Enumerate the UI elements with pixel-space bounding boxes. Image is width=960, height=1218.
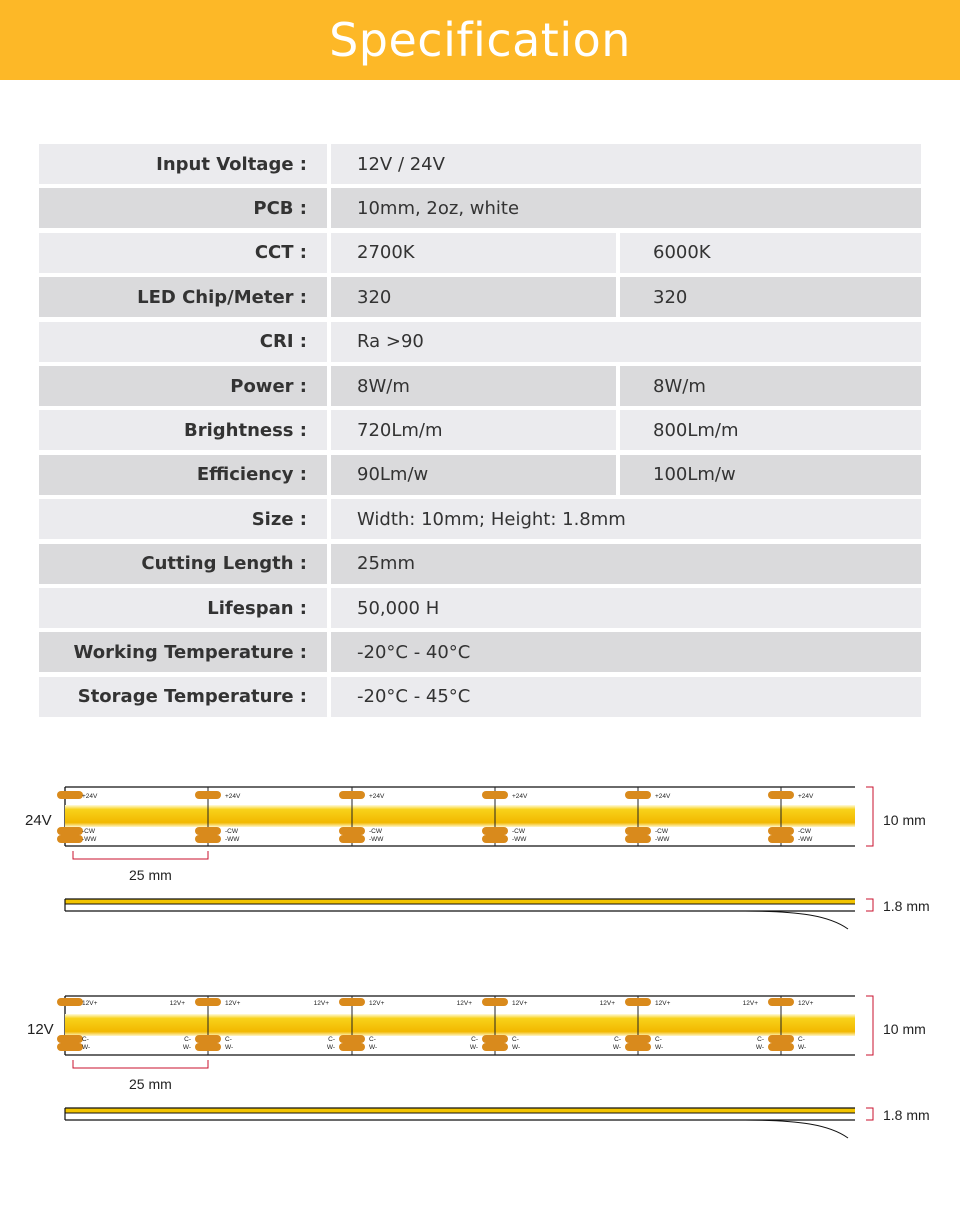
solder-pad [625, 1043, 651, 1051]
pad-label: C- [369, 1036, 376, 1043]
thickness-dimension-bracket [866, 899, 873, 911]
diagram-24v [25, 787, 930, 929]
pad-label: -CW [655, 828, 668, 835]
spec-value: 8W/m [331, 366, 616, 406]
solder-pad [482, 791, 508, 799]
spec-label: Cutting Length : [39, 544, 327, 584]
spec-value-2: 8W/m [620, 366, 921, 406]
solder-pad [768, 1035, 794, 1043]
pad-label-top: 12V+ [169, 1000, 185, 1007]
spec-value-2: 320 [620, 277, 921, 317]
pad-label: W- [612, 1044, 621, 1051]
pad-label: C- [184, 1036, 191, 1043]
solder-pad [482, 827, 508, 835]
thickness-label: 1.8 mm [883, 1107, 930, 1123]
spec-label: LED Chip/Meter : [39, 277, 327, 317]
profile-cob [65, 899, 855, 904]
solder-pad [339, 835, 365, 843]
spec-value: 720Lm/m [331, 410, 616, 450]
cut-length-bracket [73, 1060, 208, 1068]
pad-label: C- [512, 1036, 519, 1043]
pad-label-top: +24V [512, 793, 528, 800]
solder-pad [57, 1043, 83, 1051]
pad-label: W- [655, 1044, 664, 1051]
cut-length-label: 25 mm [129, 867, 172, 883]
spec-label: PCB : [39, 188, 327, 228]
voltage-label: 24V [25, 812, 52, 829]
spec-label: Storage Temperature : [39, 677, 327, 717]
spec-value: -20°C - 45°C [331, 677, 921, 717]
spec-value: 12V / 24V [331, 144, 921, 184]
pad-label: C- [798, 1036, 805, 1043]
solder-pad [195, 1043, 221, 1051]
spec-label: Working Temperature : [39, 632, 327, 672]
cob-led-band [65, 1014, 855, 1036]
pad-label: W- [82, 1044, 91, 1051]
solder-pad [339, 827, 365, 835]
pad-label-top: +24V [655, 793, 671, 800]
pad-label-top: +24V [82, 793, 98, 800]
solder-pad [482, 835, 508, 843]
solder-pad [482, 1035, 508, 1043]
pad-label: W- [326, 1044, 335, 1051]
spec-value: 25mm [331, 544, 921, 584]
spec-value: Ra >90 [331, 322, 921, 362]
solder-pad [482, 1043, 508, 1051]
solder-pad [57, 998, 83, 1006]
solder-pad [57, 835, 83, 843]
solder-pad [625, 1035, 651, 1043]
pad-label: C- [225, 1036, 232, 1043]
spec-value: Width: 10mm; Height: 1.8mm [331, 499, 921, 539]
cut-length-bracket [73, 851, 208, 859]
pad-label: -WW [655, 836, 670, 843]
spec-label: CRI : [39, 322, 327, 362]
solder-pad [625, 827, 651, 835]
solder-pad [768, 791, 794, 799]
pad-label: C- [471, 1036, 478, 1043]
solder-pad [57, 791, 83, 799]
spec-value: 50,000 H [331, 588, 921, 628]
pad-label-top: 12V+ [456, 1000, 472, 1007]
pad-label-top: +24V [798, 793, 814, 800]
solder-pad [625, 998, 651, 1006]
spec-label: Brightness : [39, 410, 327, 450]
pad-label-top: 12V+ [369, 1000, 385, 1007]
solder-pad [768, 835, 794, 843]
pad-label: W- [798, 1044, 807, 1051]
spec-value: 10mm, 2oz, white [331, 188, 921, 228]
pad-label-top: 12V+ [742, 1000, 758, 1007]
width-dimension-bracket [866, 787, 873, 846]
pad-label: W- [755, 1044, 764, 1051]
thickness-dimension-bracket [866, 1108, 873, 1120]
pad-label: C- [82, 1036, 89, 1043]
pad-label-top: +24V [225, 793, 241, 800]
solder-pad [57, 827, 83, 835]
solder-pad [625, 791, 651, 799]
spec-label: Size : [39, 499, 327, 539]
pad-label: -WW [225, 836, 240, 843]
pad-label: -CW [512, 828, 525, 835]
cob-led-band [65, 805, 855, 827]
spec-value-2: 100Lm/w [620, 455, 921, 495]
pad-label-top: 12V+ [313, 1000, 329, 1007]
solder-pad [195, 998, 221, 1006]
spec-value: -20°C - 40°C [331, 632, 921, 672]
solder-pad [625, 835, 651, 843]
pad-label: -CW [225, 828, 238, 835]
solder-pad [339, 791, 365, 799]
voltage-label: 12V [27, 1021, 54, 1038]
pad-label: W- [369, 1044, 378, 1051]
solder-pad [57, 1035, 83, 1043]
solder-pad [339, 998, 365, 1006]
page-title: Specification [329, 13, 631, 67]
spec-label: Power : [39, 366, 327, 406]
pad-label: -CW [82, 828, 95, 835]
profile-cob [65, 1108, 855, 1113]
solder-pad [195, 835, 221, 843]
diagram-12v [27, 996, 930, 1138]
pad-label: C- [757, 1036, 764, 1043]
backing-tape-peel [745, 911, 848, 929]
spec-value: 320 [331, 277, 616, 317]
pad-label: W- [512, 1044, 521, 1051]
spec-value-2: 800Lm/m [620, 410, 921, 450]
cut-length-label: 25 mm [129, 1076, 172, 1092]
pad-label: W- [469, 1044, 478, 1051]
width-label: 10 mm [883, 812, 926, 828]
pad-label: -CW [798, 828, 811, 835]
spec-label: Efficiency : [39, 455, 327, 495]
solder-pad [339, 1035, 365, 1043]
pad-label-top: 12V+ [225, 1000, 241, 1007]
thickness-label: 1.8 mm [883, 898, 930, 914]
pad-label-top: +24V [369, 793, 385, 800]
pad-label-top: 12V+ [798, 1000, 814, 1007]
solder-pad [195, 827, 221, 835]
width-label: 10 mm [883, 1021, 926, 1037]
pad-label: C- [328, 1036, 335, 1043]
spec-value-2: 6000K [620, 233, 921, 273]
pad-label: C- [614, 1036, 621, 1043]
pad-label: -WW [512, 836, 527, 843]
solder-pad [768, 1043, 794, 1051]
solder-pad [482, 998, 508, 1006]
backing-tape-peel [745, 1120, 848, 1138]
spec-value: 2700K [331, 233, 616, 273]
pad-label: -WW [369, 836, 384, 843]
pad-label: -WW [82, 836, 97, 843]
spec-label: Input Voltage : [39, 144, 327, 184]
solder-pad [339, 1043, 365, 1051]
solder-pad [768, 998, 794, 1006]
pad-label: -CW [369, 828, 382, 835]
spec-label: CCT : [39, 233, 327, 273]
spec-label: Lifespan : [39, 588, 327, 628]
pad-label-top: 12V+ [512, 1000, 528, 1007]
pad-label: W- [182, 1044, 191, 1051]
pad-label-top: 12V+ [599, 1000, 615, 1007]
solder-pad [768, 827, 794, 835]
spec-value: 90Lm/w [331, 455, 616, 495]
pad-label-top: 12V+ [82, 1000, 98, 1007]
pad-label: -WW [798, 836, 813, 843]
solder-pad [195, 1035, 221, 1043]
width-dimension-bracket [866, 996, 873, 1055]
pad-label: C- [655, 1036, 662, 1043]
pad-label-top: 12V+ [655, 1000, 671, 1007]
pad-label: W- [225, 1044, 234, 1051]
solder-pad [195, 791, 221, 799]
